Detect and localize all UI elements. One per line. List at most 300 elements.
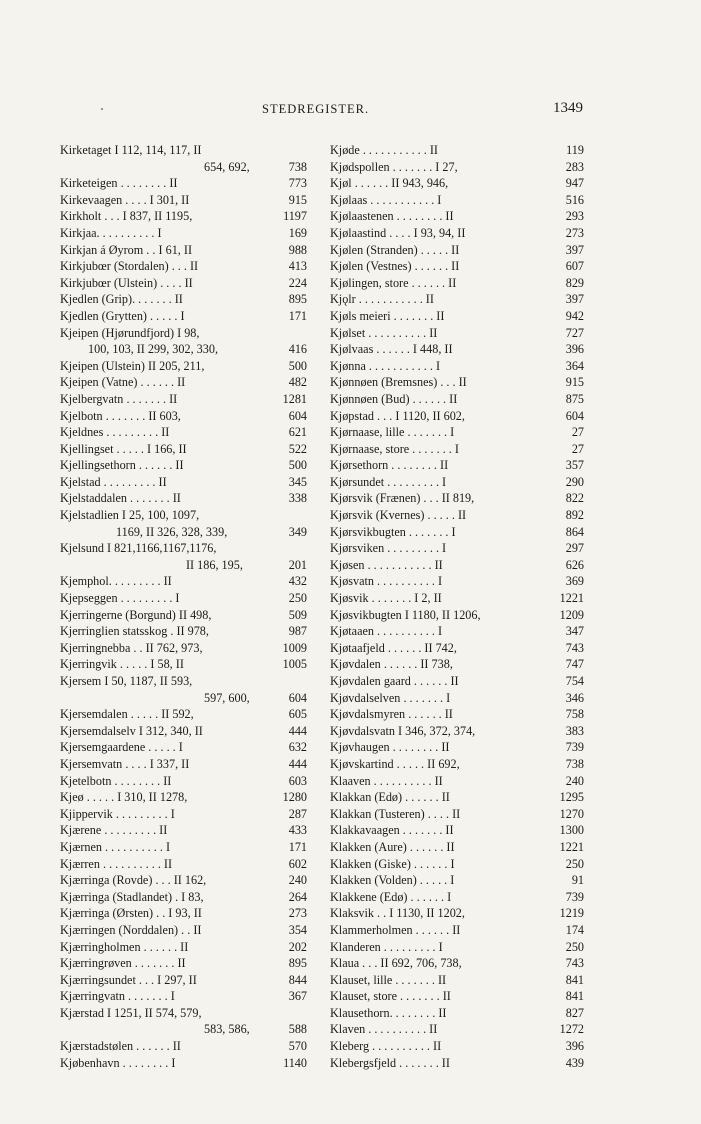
- index-entry: [60, 441, 307, 458]
- entry-text: Kjemphol. . . . . . . . . II: [60, 574, 172, 589]
- index-entry: [330, 341, 584, 358]
- entry-text: Klaksvik . . I 1130, II 1202,: [330, 906, 465, 921]
- entry-page-number: 895: [288, 292, 307, 307]
- entry-text: Kjærringa (Rovde) . . . II 162,: [60, 873, 207, 888]
- entry-page-number: 915: [288, 192, 307, 207]
- entry-page-number: 439: [565, 1055, 584, 1070]
- entry-page-number: 500: [288, 358, 307, 373]
- entry-page-number: 841: [565, 989, 584, 1004]
- entry-text: Kjeipen (Ulstein) II 205, 211,: [60, 358, 205, 373]
- index-entry: [60, 524, 307, 541]
- index-entry: [330, 723, 584, 740]
- index-entry: [330, 208, 584, 225]
- entry-page-number: 1280: [282, 790, 307, 805]
- entry-page-number: 273: [565, 225, 584, 240]
- entry-text: Kjødspollen . . . . . . . I 27,: [330, 159, 458, 174]
- index-entry: [330, 1038, 584, 1055]
- entry-text: Klakken (Volden) . . . . . I: [330, 873, 455, 888]
- index-entry: [330, 623, 584, 640]
- index-entry: [330, 706, 584, 723]
- entry-page-number: 397: [565, 242, 584, 257]
- index-entry: [60, 640, 307, 657]
- entry-text: Klaven . . . . . . . . . . II: [330, 1022, 438, 1037]
- entry-text: Kjøsvikbugten I 1180, II 1206,: [330, 607, 481, 622]
- index-entry: [60, 607, 307, 624]
- entry-page-number: 250: [565, 939, 584, 954]
- entry-page-number: 1140: [283, 1055, 307, 1070]
- entry-text: Kjørsvik (Kvernes) . . . . . II: [330, 508, 467, 523]
- index-entry: [330, 988, 584, 1005]
- entry-page-number: 119: [566, 143, 584, 157]
- entry-text: Kjærringa (Stadlandet) . I 83,: [60, 889, 204, 904]
- entry-text: Kjellingset . . . . . I 166, II: [60, 441, 187, 456]
- entry-page-number: 224: [288, 275, 307, 290]
- entry-text: Klausethorn. . . . . . . . II: [330, 1005, 447, 1020]
- entry-text: Kjølen (Stranden) . . . . . II: [330, 242, 460, 257]
- index-entry: [60, 391, 307, 408]
- index-entry: [60, 374, 307, 391]
- entry-text: 597, 600,: [204, 690, 250, 705]
- entry-text: Kjærringa (Ørsten) . . I 93, II: [60, 906, 202, 921]
- entry-text: Kirketaget I 112, 114, 117, II: [60, 143, 202, 157]
- entry-text: Kjersemvatn . . . . I 337, II: [60, 756, 190, 771]
- entry-text: Kirkjaa. . . . . . . . . . I: [60, 225, 162, 240]
- index-entry: [330, 889, 584, 906]
- entry-text: Kjøls meieri . . . . . . . II: [330, 308, 445, 323]
- entry-page-number: 1197: [283, 209, 307, 224]
- entry-text: II 186, 195,: [186, 557, 243, 572]
- entry-text: Kjønna . . . . . . . . . . . I: [330, 358, 441, 373]
- entry-text: Kjørsviken . . . . . . . . . I: [330, 541, 447, 556]
- index-entry: [60, 1021, 307, 1038]
- index-entry: [60, 291, 307, 308]
- entry-page-number: 349: [288, 524, 307, 539]
- index-entry: [60, 972, 307, 989]
- page-header: [0, 102, 701, 122]
- entry-page-number: 773: [288, 176, 307, 191]
- entry-page-number: 942: [565, 308, 584, 323]
- entry-page-number: 240: [288, 873, 307, 888]
- entry-page-number: 397: [565, 292, 584, 307]
- index-entry: [330, 474, 584, 491]
- index-entry: [330, 540, 584, 557]
- entry-text: Kjedlen (Grip). . . . . . . II: [60, 292, 183, 307]
- entry-text: Kjølset . . . . . . . . . . II: [330, 325, 438, 340]
- entry-page-number: 433: [288, 823, 307, 838]
- entry-text: Kjøvdalsvatn I 346, 372, 374,: [330, 723, 476, 738]
- entry-text: Klakkene (Edø) . . . . . . I: [330, 889, 452, 904]
- index-entry: [60, 839, 307, 856]
- index-entry: [60, 690, 307, 707]
- entry-text: Kjærringrøven . . . . . . . II: [60, 956, 186, 971]
- entry-page-number: 739: [565, 889, 584, 904]
- entry-text: Kjønnøen (Bremsnes) . . . II: [330, 375, 467, 390]
- entry-text: Kjøl . . . . . . II 943, 946,: [330, 176, 449, 191]
- index-entry: [330, 291, 584, 308]
- entry-page-number: 621: [288, 425, 307, 440]
- entry-page-number: 1009: [282, 640, 307, 655]
- entry-text: Kjølaastenen . . . . . . . . II: [330, 209, 454, 224]
- entry-text: Klauset, store . . . . . . . II: [330, 989, 451, 1004]
- entry-text: Klaaven . . . . . . . . . . II: [330, 773, 443, 788]
- entry-text: Kjøvdalen gaard . . . . . . II: [330, 674, 459, 688]
- entry-page-number: 516: [565, 192, 584, 207]
- entry-page-number: 603: [288, 773, 307, 788]
- entry-text: Kjerringlien statsskog . II 978,: [60, 624, 209, 639]
- entry-page-number: 171: [288, 839, 307, 854]
- index-entry: [330, 358, 584, 375]
- entry-text: Kjærene . . . . . . . . . II: [60, 823, 168, 838]
- index-entry: [60, 341, 307, 358]
- index-entry: [60, 856, 307, 873]
- entry-page-number: 1295: [559, 790, 584, 805]
- entry-text: Kjøsvatn . . . . . . . . . . I: [330, 574, 443, 589]
- entry-text: Kirkevaagen . . . . I 301, II: [60, 192, 190, 207]
- entry-text: Kjelstadlien I 25, 100, 1097,: [60, 508, 200, 523]
- entry-text: Kjelbotn . . . . . . . II 603,: [60, 408, 181, 423]
- entry-page-number: 915: [565, 375, 584, 390]
- entry-text: Kjøsen . . . . . . . . . . . II: [330, 557, 443, 572]
- entry-page-number: 169: [288, 225, 307, 240]
- index-entry: [60, 1055, 307, 1072]
- entry-text: Kjøvdalen . . . . . . II 738,: [330, 657, 453, 672]
- entry-page-number: 588: [288, 1022, 307, 1037]
- index-entry: [330, 258, 584, 275]
- entry-text: Kjeipen (Vatne) . . . . . . II: [60, 375, 186, 390]
- index-entry: [60, 474, 307, 491]
- entry-page-number: 1300: [559, 823, 584, 838]
- entry-page-number: 346: [565, 690, 584, 705]
- entry-page-number: 416: [288, 342, 307, 357]
- index-entry: [60, 955, 307, 972]
- index-entry: [60, 275, 307, 292]
- index-entry: [330, 441, 584, 458]
- index-entry: [330, 1055, 584, 1072]
- entry-text: Kjeipen (Hjørundfjord) I 98,: [60, 325, 200, 340]
- entry-text: Kjerringvik . . . . . I 58, II: [60, 657, 184, 672]
- index-entry: [60, 656, 307, 673]
- index-entry: [60, 806, 307, 823]
- entry-page-number: 864: [565, 524, 584, 539]
- index-entry: [60, 756, 307, 773]
- index-entry: [330, 756, 584, 773]
- index-entry: [330, 159, 584, 176]
- entry-text: Klauset, lille . . . . . . . II: [330, 972, 447, 987]
- entry-text: Kjølen (Vestnes) . . . . . . II: [330, 259, 460, 274]
- entry-text: Kjelbergvatn . . . . . . . II: [60, 391, 178, 406]
- entry-text: Klakkavaagen . . . . . . . II: [330, 823, 454, 838]
- entry-page-number: 602: [288, 856, 307, 871]
- index-entry: [330, 557, 584, 574]
- entry-text: Kjelstad . . . . . . . . . II: [60, 474, 167, 489]
- index-entry: [60, 175, 307, 192]
- index-entry: [330, 607, 584, 624]
- index-entry: [60, 242, 307, 259]
- index-entry: [60, 789, 307, 806]
- entry-page-number: 396: [565, 1039, 584, 1054]
- entry-page-number: 27: [571, 425, 584, 440]
- index-entry: [60, 1005, 307, 1022]
- entry-page-number: 570: [288, 1039, 307, 1054]
- entry-page-number: 413: [288, 259, 307, 274]
- entry-page-number: 754: [565, 674, 584, 688]
- index-entry: [60, 358, 307, 375]
- index-entry: [60, 673, 307, 690]
- index-entry: [330, 773, 584, 790]
- entry-page-number: 27: [571, 441, 584, 456]
- entry-page-number: 604: [288, 408, 307, 423]
- entry-text: Klakken (Giske) . . . . . . I: [330, 856, 455, 871]
- index-entry: [60, 590, 307, 607]
- index-entry: [60, 490, 307, 507]
- entry-page-number: 1221: [559, 591, 584, 606]
- index-entry: [60, 325, 307, 342]
- entry-text: Kjepseggen . . . . . . . . . I: [60, 591, 180, 606]
- entry-page-number: 364: [565, 358, 584, 373]
- entry-text: Kjǫlr . . . . . . . . . . . II: [330, 292, 434, 307]
- entry-page-number: 264: [288, 889, 307, 904]
- entry-page-number: 367: [288, 989, 307, 1004]
- entry-text: Klanderen . . . . . . . . . I: [330, 939, 443, 954]
- entry-text: Kjøsvik . . . . . . . I 2, II: [330, 591, 442, 606]
- entry-page-number: 1221: [559, 839, 584, 854]
- entry-text: Kjærringholmen . . . . . . II: [60, 939, 189, 954]
- index-entry: [330, 673, 584, 690]
- entry-text: Kirkjubœr (Ulstein) . . . . II: [60, 275, 193, 290]
- entry-text: 1169, II 326, 328, 339,: [116, 524, 228, 539]
- entry-page-number: 201: [288, 557, 307, 572]
- index-entry: [330, 656, 584, 673]
- entry-text: Kjøpstad . . . I 1120, II 602,: [330, 408, 465, 423]
- entry-page-number: 822: [565, 491, 584, 506]
- entry-page-number: 632: [288, 740, 307, 755]
- entry-text: Kjersemdalen . . . . . II 592,: [60, 707, 194, 722]
- entry-text: Kjærringsundet . . . I 297, II: [60, 972, 197, 987]
- index-entry: [330, 225, 584, 242]
- entry-text: Kirketeigen . . . . . . . . II: [60, 176, 178, 191]
- entry-text: Kjørsethorn . . . . . . . . II: [330, 458, 449, 473]
- index-entry: [330, 524, 584, 541]
- index-entry: [330, 922, 584, 939]
- entry-page-number: 875: [565, 391, 584, 406]
- entry-page-number: 482: [288, 375, 307, 390]
- entry-page-number: 1219: [559, 906, 584, 921]
- entry-text: Kjærringen (Norddalen) . . II: [60, 922, 202, 937]
- entry-page-number: 287: [288, 806, 307, 821]
- entry-text: Klakken (Aure) . . . . . . II: [330, 839, 455, 854]
- index-entry: [60, 540, 307, 557]
- index-entry: [330, 275, 584, 292]
- entry-page-number: 607: [565, 259, 584, 274]
- entry-text: Kjølaastind . . . . I 93, 94, II: [330, 225, 466, 240]
- entry-page-number: 396: [565, 342, 584, 357]
- entry-page-number: 354: [288, 922, 307, 937]
- entry-text: Kjeldnes . . . . . . . . . II: [60, 425, 170, 440]
- index-entry: [60, 208, 307, 225]
- index-entry: [330, 789, 584, 806]
- index-entry: [330, 308, 584, 325]
- entry-page-number: 283: [565, 159, 584, 174]
- index-entry: [60, 739, 307, 756]
- entry-page-number: 727: [565, 325, 584, 340]
- entry-page-number: 444: [288, 723, 307, 738]
- entry-page-number: 240: [565, 773, 584, 788]
- index-entry: [60, 258, 307, 275]
- entry-text: Kjetelbotn . . . . . . . . II: [60, 773, 172, 788]
- entry-text: Kjørsvikbugten . . . . . . . I: [330, 524, 456, 539]
- index-entry: [330, 955, 584, 972]
- entry-page-number: 171: [288, 308, 307, 323]
- index-entry: [60, 424, 307, 441]
- entry-page-number: 383: [565, 723, 584, 738]
- entry-page-number: 743: [565, 640, 584, 655]
- entry-text: Kjærstadstølen . . . . . . II: [60, 1039, 181, 1054]
- entry-text: Kjølvaas . . . . . . I 448, II: [330, 342, 453, 357]
- index-entry: [330, 424, 584, 441]
- entry-page-number: 1209: [559, 607, 584, 622]
- entry-page-number: 250: [288, 591, 307, 606]
- entry-text: Kjersem I 50, 1187, II 593,: [60, 674, 193, 688]
- index-entry: [60, 922, 307, 939]
- entry-page-number: 844: [288, 972, 307, 987]
- entry-page-number: 345: [288, 474, 307, 489]
- entry-text: Kjærstad I 1251, II 574, 579,: [60, 1005, 202, 1020]
- entry-text: Kjøbenhavn . . . . . . . . I: [60, 1055, 176, 1070]
- entry-page-number: 895: [288, 956, 307, 971]
- index-entry: [330, 739, 584, 756]
- entry-page-number: 892: [565, 508, 584, 523]
- entry-text: Kjønnøen (Bud) . . . . . . II: [330, 391, 458, 406]
- entry-text: Kjørnaase, store . . . . . . . I: [330, 441, 459, 456]
- entry-page-number: 604: [565, 408, 584, 423]
- index-entry: [60, 573, 307, 590]
- entry-text: Kjøvskartind . . . . . II 692,: [330, 756, 460, 771]
- index-entry: [60, 1038, 307, 1055]
- entry-text: Kjerringnebba . . II 762, 973,: [60, 640, 203, 655]
- index-entry: [330, 408, 584, 425]
- entry-page-number: 444: [288, 756, 307, 771]
- index-entry: [330, 175, 584, 192]
- entry-text: 654, 692,: [204, 159, 250, 174]
- index-entry: [60, 939, 307, 956]
- entry-page-number: 202: [288, 939, 307, 954]
- index-entry: [330, 590, 584, 607]
- index-entry: [330, 507, 584, 524]
- entry-text: Kjedlen (Grytten) . . . . . I: [60, 308, 185, 323]
- entry-text: Kjærnen . . . . . . . . . . I: [60, 839, 171, 854]
- entry-text: Kjeø . . . . . I 310, II 1278,: [60, 790, 188, 805]
- entry-page-number: 273: [288, 906, 307, 921]
- entry-page-number: 605: [288, 707, 307, 722]
- entry-page-number: 988: [288, 242, 307, 257]
- entry-page-number: 522: [288, 441, 307, 456]
- index-entry: [60, 889, 307, 906]
- entry-text: Kjølingen, store . . . . . . II: [330, 275, 457, 290]
- entry-text: Kjørsvik (Frænen) . . . II 819,: [330, 491, 475, 506]
- index-entry: [60, 225, 307, 242]
- entry-text: Kjøvdalsmyren . . . . . . II: [330, 707, 453, 722]
- index-entry: [330, 822, 584, 839]
- entry-page-number: 357: [565, 458, 584, 473]
- index-entry: [60, 308, 307, 325]
- entry-page-number: 1005: [282, 657, 307, 672]
- index-entry: [330, 457, 584, 474]
- index-entry: [60, 142, 307, 159]
- entry-text: Klakkan (Tusteren) . . . . II: [330, 806, 461, 821]
- index-entry: [60, 507, 307, 524]
- index-entry: [330, 806, 584, 823]
- entry-text: Kjelsund I 821,1166,1167,1176,: [60, 541, 217, 556]
- index-entry: [330, 242, 584, 259]
- entry-page-number: 1270: [559, 806, 584, 821]
- entry-text: Kjøtaaen . . . . . . . . . . I: [330, 624, 443, 639]
- entry-page-number: 297: [565, 541, 584, 556]
- entry-page-number: 432: [288, 574, 307, 589]
- entry-text: 583, 586,: [204, 1022, 250, 1037]
- entry-text: Kjersemgaardene . . . . . I: [60, 740, 183, 755]
- index-entry: [330, 640, 584, 657]
- entry-page-number: 841: [565, 972, 584, 987]
- entry-text: Klakkan (Edø) . . . . . . II: [330, 790, 450, 805]
- entry-page-number: 1281: [282, 391, 307, 406]
- entry-text: Kjellingsethorn . . . . . . II: [60, 458, 184, 473]
- entry-page-number: 347: [565, 624, 584, 639]
- index-entry: [330, 690, 584, 707]
- entry-text: Kirkholt . . . I 837, II 1195,: [60, 209, 193, 224]
- entry-text: Kirkjan á Øyrom . . I 61, II: [60, 242, 192, 257]
- index-entry: [60, 159, 307, 176]
- entry-text: Kjørsundet . . . . . . . . . I: [330, 474, 447, 489]
- entry-page-number: 743: [565, 956, 584, 971]
- entry-text: Kjøvdalselven . . . . . . . I: [330, 690, 451, 705]
- entry-page-number: 626: [565, 557, 584, 572]
- index-entry: [60, 623, 307, 640]
- index-entry: [60, 872, 307, 889]
- entry-text: Klammerholmen . . . . . . II: [330, 922, 461, 937]
- entry-page-number: 738: [288, 159, 307, 174]
- entry-page-number: 250: [565, 856, 584, 871]
- entry-page-number: 738: [565, 756, 584, 771]
- entry-text: Kjærringvatn . . . . . . . I: [60, 989, 175, 1004]
- index-entry: [330, 839, 584, 856]
- index-entry: [60, 706, 307, 723]
- index-entry: [330, 1021, 584, 1038]
- entry-page-number: 987: [288, 624, 307, 639]
- index-entry: [330, 1005, 584, 1022]
- entry-page-number: 293: [565, 209, 584, 224]
- index-column-left: [60, 142, 307, 1071]
- entry-text: Kjøvhaugen . . . . . . . . II: [330, 740, 450, 755]
- index-entry: [330, 856, 584, 873]
- entry-text: Kjelstaddalen . . . . . . . II: [60, 491, 181, 506]
- index-entry: [60, 773, 307, 790]
- entry-text: Kjærren . . . . . . . . . . II: [60, 856, 173, 871]
- index-entry: [60, 988, 307, 1005]
- entry-page-number: 747: [565, 657, 584, 672]
- index-entry: [60, 723, 307, 740]
- entry-text: Kjøde . . . . . . . . . . . II: [330, 143, 438, 157]
- page-title: STEDREGISTER.: [262, 102, 370, 116]
- entry-text: 100, 103, II 299, 302, 330,: [88, 342, 218, 357]
- index-entry: [60, 822, 307, 839]
- index-entry: [60, 905, 307, 922]
- entry-page-number: 758: [565, 707, 584, 722]
- entry-text: Kjølaas . . . . . . . . . . . I: [330, 192, 442, 207]
- entry-text: Kirkjubœr (Stordalen) . . . II: [60, 259, 199, 274]
- entry-text: Kjerringerne (Borgund) II 498,: [60, 607, 212, 622]
- entry-page-number: 827: [565, 1005, 584, 1020]
- index-entry: [330, 939, 584, 956]
